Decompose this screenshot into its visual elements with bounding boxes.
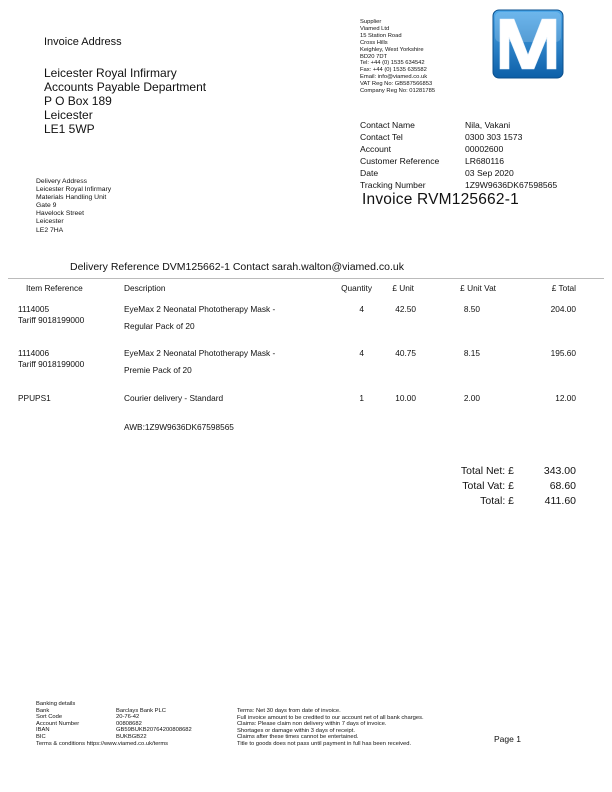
delivery-reference: Delivery Reference DVM125662-1 Contact sarah.walton@viamed.co.uk bbox=[70, 261, 404, 273]
item-unit-vat: 8.50 bbox=[463, 304, 480, 314]
contact-row bbox=[360, 131, 590, 143]
item-reference: 1114006 bbox=[18, 348, 50, 358]
delivery-address-line: Leicester Royal Infirmary bbox=[36, 186, 112, 194]
payment-terms bbox=[237, 708, 497, 748]
tariff-code: Tariff 9018199000 bbox=[18, 315, 85, 325]
terms-line: Claims: Please claim non delivery within 7 days of invoice. bbox=[237, 721, 387, 728]
invoice-address-line: LE1 5WP bbox=[44, 122, 95, 136]
terms-line: Title to goods does not pass until payment in full has been received. bbox=[237, 740, 412, 747]
col-header-total: £ Total bbox=[551, 283, 576, 293]
terms-line: Terms: Net 30 days from date of invoice. bbox=[237, 708, 341, 714]
item-total: 12.00 bbox=[555, 393, 576, 403]
col-header-item: Item Reference bbox=[26, 283, 83, 293]
contact-row bbox=[360, 119, 590, 131]
col-header-unit-vat: £ Unit Vat bbox=[460, 283, 496, 293]
invoice-address-line: P O Box 189 bbox=[44, 94, 112, 108]
item-unit-price: 40.75 bbox=[395, 348, 416, 358]
contact-value: LR680116 bbox=[465, 156, 505, 166]
invoice-title: Invoice RVM125662-1 bbox=[362, 191, 519, 208]
total-vat-label: Total Vat: £ bbox=[462, 480, 514, 492]
bank-label: BIC bbox=[36, 733, 46, 740]
supplier-line: Cross Hills bbox=[360, 39, 388, 46]
supplier-line: Fax: +44 (0) 1535 635582 bbox=[360, 67, 427, 74]
tariff-code: Tariff 9018199000 bbox=[18, 359, 85, 369]
supplier-details bbox=[360, 19, 495, 95]
invoice-address-heading: Invoice Address bbox=[44, 36, 122, 48]
delivery-address-heading: Delivery Address bbox=[36, 178, 87, 185]
bank-label: Bank bbox=[36, 707, 50, 714]
contact-value: 1Z9W9636DK67598565 bbox=[465, 180, 558, 190]
contact-value: 03 Sep 2020 bbox=[465, 168, 514, 178]
item-unit-price: 10.00 bbox=[395, 393, 416, 403]
page-number: Page 1 bbox=[494, 734, 521, 744]
invoice-address-line: Leicester Royal Infirmary bbox=[44, 66, 177, 80]
contact-label: Date bbox=[360, 168, 379, 178]
delivery-address bbox=[36, 178, 196, 235]
item-quantity: 4 bbox=[359, 304, 364, 314]
item-description bbox=[124, 346, 275, 378]
bank-label: IBAN bbox=[36, 727, 50, 734]
total-vat-value: 68.60 bbox=[549, 480, 576, 492]
bank-value: Barclays Bank PLC bbox=[116, 707, 166, 714]
awb-number: AWB:1Z9W9636DK67598565 bbox=[124, 422, 234, 432]
delivery-address-line: Gate 9 bbox=[36, 202, 57, 210]
item-description: Courier delivery - Standard bbox=[124, 393, 224, 403]
item-quantity: 1 bbox=[359, 393, 364, 403]
table-row bbox=[18, 302, 84, 328]
col-header-unit: £ Unit bbox=[392, 283, 414, 293]
viamed-logo bbox=[492, 9, 564, 79]
bank-value: 20-76-42 bbox=[116, 714, 140, 721]
total-net-label: Total Net: £ bbox=[460, 465, 514, 477]
item-unit-vat: 2.00 bbox=[463, 393, 480, 403]
table-row bbox=[18, 346, 84, 372]
bank-label: Sort Code bbox=[36, 714, 63, 721]
invoice-address-line: Leicester bbox=[44, 108, 93, 122]
contact-label: Contact Name bbox=[360, 120, 415, 130]
contact-row bbox=[360, 179, 590, 191]
bank-row bbox=[36, 708, 236, 715]
item-unit-price: 42.50 bbox=[395, 304, 416, 314]
terms-line: Shortages or damage within 3 days of receipt. bbox=[237, 727, 355, 734]
description-line: EyeMax 2 Neonatal Phototherapy Mask - bbox=[124, 304, 276, 314]
total-label: Total: £ bbox=[480, 495, 514, 507]
item-unit-vat: 8.15 bbox=[463, 348, 480, 358]
item-reference: 1114005 bbox=[18, 304, 50, 314]
description-line: Premie Pack of 20 bbox=[124, 365, 192, 375]
supplier-line: BD20 7DT bbox=[360, 53, 388, 60]
item-description bbox=[124, 302, 275, 334]
supplier-line: Tel: +44 (0) 1535 634542 bbox=[360, 60, 425, 67]
contact-row bbox=[360, 167, 590, 179]
delivery-address-line: Leicester bbox=[36, 218, 64, 226]
total-net-value: 343.00 bbox=[543, 465, 576, 477]
delivery-address-line: LE2 7HA bbox=[36, 226, 64, 234]
supplier-line: Viamed Ltd bbox=[360, 25, 390, 32]
description-line: EyeMax 2 Neonatal Phototherapy Mask - bbox=[124, 348, 276, 358]
banking-heading: Banking details bbox=[36, 701, 76, 707]
item-quantity: 4 bbox=[359, 348, 364, 358]
delivery-address-line: Materials Handling Unit bbox=[36, 194, 107, 202]
supplier-line: Supplier bbox=[360, 19, 382, 25]
item-total: 204.00 bbox=[550, 304, 576, 314]
contact-label: Customer Reference bbox=[360, 156, 440, 166]
supplier-line: Company Reg No: 01281785 bbox=[360, 88, 436, 95]
col-header-quantity: Quantity bbox=[341, 283, 372, 293]
col-header-description: Description bbox=[124, 283, 166, 293]
terms-link[interactable]: Terms & conditions https://www.viamed.co.uk/terms bbox=[36, 740, 169, 747]
supplier-line: 15 Station Road bbox=[360, 32, 402, 39]
viamed-logo-icon bbox=[492, 9, 564, 79]
banking-details bbox=[36, 701, 236, 747]
bank-row bbox=[36, 714, 236, 721]
supplier-line: Keighley, West Yorkshire bbox=[360, 46, 424, 53]
description-line: Regular Pack of 20 bbox=[124, 321, 195, 331]
item-reference: PPUPS1 bbox=[18, 393, 51, 403]
delivery-address-line: Havelock Street bbox=[36, 210, 84, 218]
bank-value: 00808682 bbox=[116, 720, 142, 727]
contact-value: 0300 303 1573 bbox=[465, 132, 523, 142]
terms-line: Full invoice amount to be credited to our account net of all bank charges. bbox=[237, 714, 424, 721]
bank-value: BUKBGB22 bbox=[116, 733, 147, 740]
contact-label: Account bbox=[360, 144, 392, 154]
bank-row bbox=[36, 727, 236, 734]
invoice-address-line: Accounts Payable Department bbox=[44, 80, 207, 94]
contact-label: Contact Tel bbox=[360, 132, 403, 142]
contact-value: Nila, Vakani bbox=[465, 120, 511, 130]
contact-details bbox=[360, 119, 590, 191]
supplier-line: Email: info@viamed.co.uk bbox=[360, 74, 428, 81]
contact-label: Tracking Number bbox=[360, 180, 426, 190]
terms-line: Claims after these times cannot be entertained. bbox=[237, 734, 359, 741]
item-total: 195.60 bbox=[550, 348, 576, 358]
bank-row bbox=[36, 721, 236, 728]
contact-row bbox=[360, 143, 590, 155]
supplier-line: VAT Reg No: GB587566853 bbox=[360, 81, 433, 88]
bank-label: Account Number bbox=[36, 720, 80, 727]
bank-row bbox=[36, 734, 236, 741]
total-value: 411.60 bbox=[544, 495, 576, 507]
bank-value: GB59BUKB20764200808682 bbox=[116, 727, 192, 734]
table-divider bbox=[8, 278, 604, 279]
contact-row bbox=[360, 155, 590, 167]
contact-value: 00002600 bbox=[465, 144, 504, 154]
invoice-address bbox=[44, 36, 274, 136]
